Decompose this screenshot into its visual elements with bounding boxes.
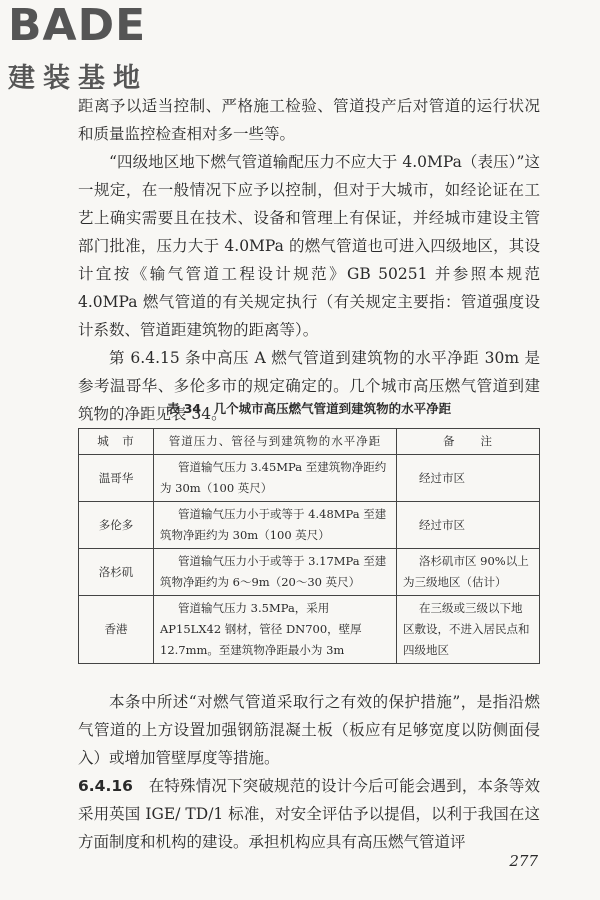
cell-distance: 管道输气压力小于或等于 3.17MPa 至建筑物净距约为 6～9m（20～30 英尺） [154,549,397,596]
cell-distance: 管道输气压力 3.5MPa，采用 AP15LX42 钢材，管径 DN700，壁厚 12.7mm。至建筑物净距最小为 3m [154,596,397,664]
bade-logo [8,0,178,94]
paragraph-pressure-rule: “四级地区地下燃气管道输配压力不应大于 4.0MPa（表压）”这一规定，在一般情况下应予以控制，但对于大城市，如经论证在工艺上确实需要且在技术、设备和管理上有保证，并经城市建设主管部门批准，压力大于 4.0MPa 的燃气管道也可进入四级地区，其设计宜按《输气管道工程设计规范》GB 50251 并参照本规范 4.0MPa 燃气管道的有关规定执行（有关规定主要指：管道强度设计系数、管道距建筑物的距离等）。 [78,153,540,339]
cell-city: 洛杉矶 [79,549,154,596]
paragraph-continuation: 距离予以适当控制、严格施工检验、管道投产后对管道的运行状况和质量监控检查相对多一些等。 [78,97,540,143]
table-caption: 表 34 几个城市高压燃气管道到建筑物的水平净距 [166,401,452,416]
cell-note: 在三级或三级以下地区敷设，不进入居民点和四级地区 [397,596,540,664]
clearance-table [78,428,540,664]
logo-subtitle: 建装基地 [8,63,148,94]
cell-note: 经过市区 [397,502,540,549]
cell-city: 多伦多 [79,502,154,549]
table-row [79,455,540,502]
page-number: 277 [509,852,538,870]
cell-note: 洛杉矶市区 90%以上为三级地区（估计） [397,549,540,596]
section-number: 6.4.16 [78,777,133,795]
cell-distance: 管道输气压力小于或等于 4.48MPa 至建筑物净距约为 30m（100 英尺） [154,502,397,549]
logo-text: BADE [8,0,147,51]
cell-city: 温哥华 [79,455,154,502]
cell-distance: 管道输气压力 3.45MPa 至建筑物净距约为 30m（100 英尺） [154,455,397,502]
paragraph-clearance-basis: 第 6.4.15 条中高压 A 燃气管道到建筑物的水平净距 30m 是参考温哥华、多伦多市的规定确定的。几个城市高压燃气管道到建筑物的净距见表 34。 [78,349,540,423]
header-distance: 管道压力、管径与到建筑物的水平净距 [154,429,397,455]
header-note: 备 注 [397,429,540,455]
logo-wordmark [8,0,178,51]
table-row [79,596,540,664]
cell-note: 经过市区 [397,455,540,502]
table-row [79,549,540,596]
paragraph-protection-measures: 本条中所述“对燃气管道采取行之有效的保护措施”，是指沿燃气管道的上方设置加强钢筋混凝土板（板应有足够宽度以防侧面侵入）或增加管壁厚度等措施。 [78,693,540,767]
top-paragraphs [78,92,540,428]
table-row [79,502,540,549]
bottom-paragraphs [78,688,540,856]
section-6-4-16 [78,772,540,856]
table-header-row [79,429,540,455]
header-city: 城 市 [79,429,154,455]
section-text: 在特殊情况下突破规范的设计今后可能会遇到，本条等效采用英国 IGE/ TD/1 标准，对安全评估予以提倡，以利于我国在这方面制度和机构的建设。承担机构应具有高压燃气管道评 [78,777,540,851]
cell-city: 香港 [79,596,154,664]
